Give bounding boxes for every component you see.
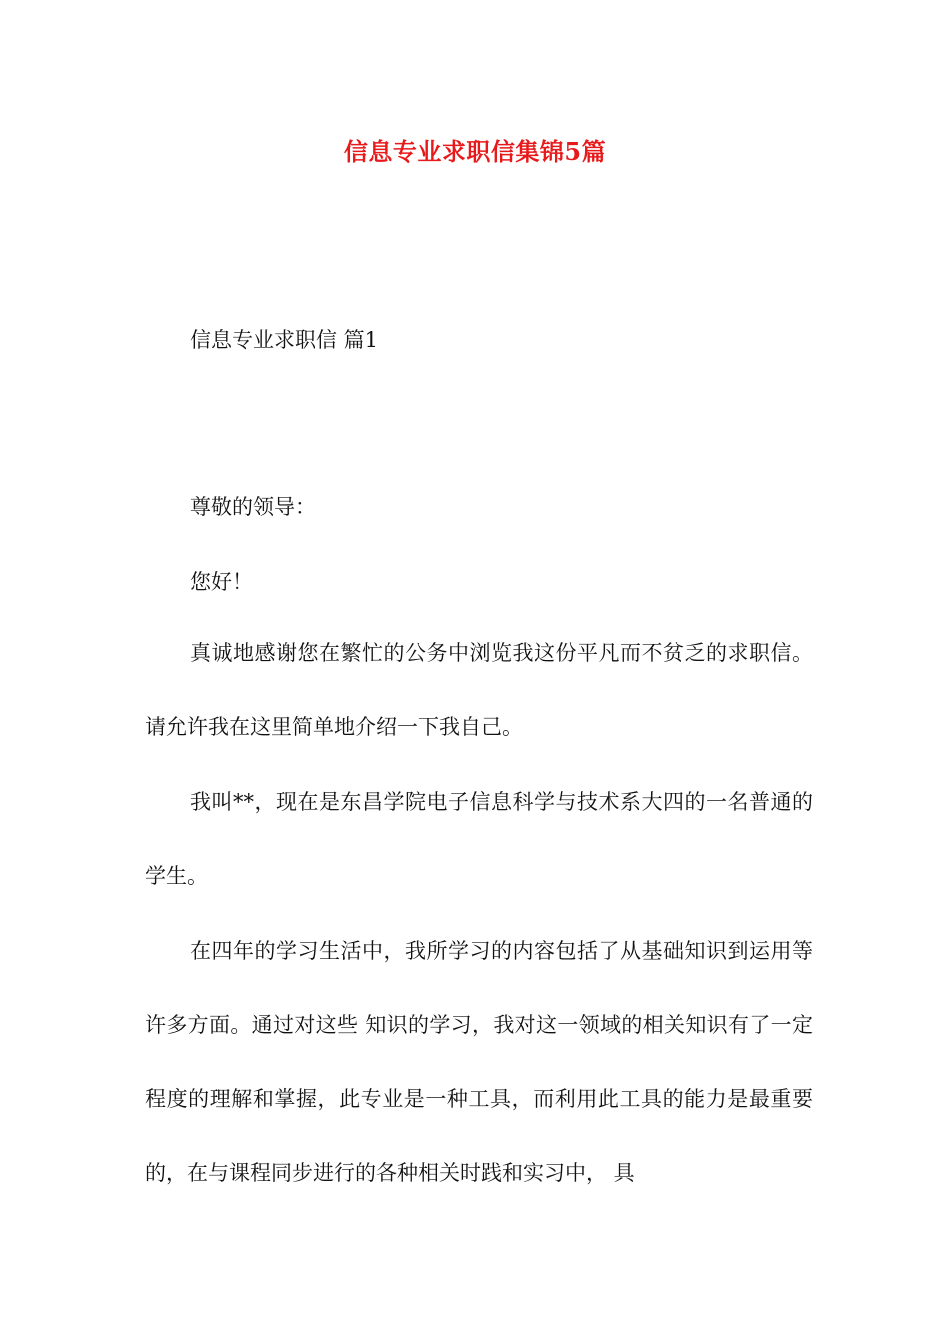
- thanks-paragraph: 真诚地感谢您在繁忙的公务中浏览我这份平凡而不贫乏的求职信。请允许我在这里简单地介绍一下我自己。: [145, 641, 813, 739]
- section-heading: 信息专业求职信 篇1: [190, 328, 379, 352]
- document-title: 信息专业求职信集锦5篇: [343, 137, 607, 166]
- study-paragraph: 在四年的学习生活中，我所学习的内容包括了从基础知识到运用等许多方面。通过对这些 知识的学习，我对这一领域的相关知识有了一定程度的理解和掌握，此专业是一种工具，而利用此工具的能力是最重要的，在与课程同步进行的各种相关时践和实习中， 具: [145, 939, 813, 1185]
- salutation-paragraph: 尊敬的领导：: [190, 495, 316, 519]
- greeting-paragraph: 您好！: [190, 570, 253, 594]
- self-intro-paragraph: 我叫**，现在是东昌学院电子信息科学与技术系大四的一名普通的学生。: [145, 790, 813, 888]
